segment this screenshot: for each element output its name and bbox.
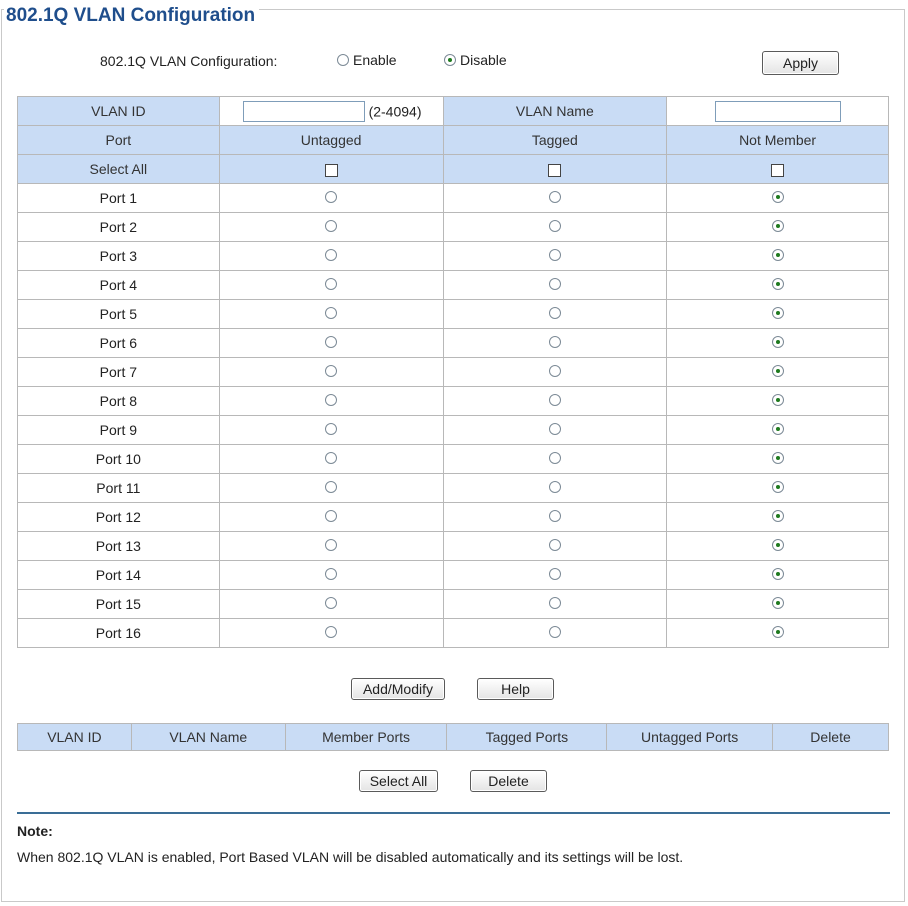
col-not-member: Not Member bbox=[667, 126, 889, 155]
port-row bbox=[18, 329, 889, 358]
port-untagged-cell bbox=[219, 416, 443, 445]
port-row bbox=[18, 358, 889, 387]
port-not-member-cell bbox=[667, 561, 889, 590]
note-text: When 802.1Q VLAN is enabled, Port Based VLAN will be disabled automatically and its settings will be lost. bbox=[17, 849, 684, 865]
disable-radio[interactable] bbox=[444, 54, 456, 66]
port-not-member-radio[interactable] bbox=[772, 307, 784, 319]
port-name: Port 13 bbox=[18, 532, 220, 561]
select-all-not-member-cell bbox=[667, 155, 889, 184]
port-not-member-cell bbox=[667, 300, 889, 329]
port-not-member-cell bbox=[667, 358, 889, 387]
vlan-id-range: (2-4094) bbox=[368, 103, 422, 119]
port-tagged-radio[interactable] bbox=[549, 365, 561, 377]
port-tagged-cell bbox=[443, 445, 667, 474]
port-untagged-cell bbox=[219, 184, 443, 213]
vlan-config-label: 802.1Q VLAN Configuration: bbox=[100, 53, 278, 69]
port-tagged-radio[interactable] bbox=[549, 220, 561, 232]
port-untagged-radio[interactable] bbox=[325, 481, 337, 493]
vlan-name-label: VLAN Name bbox=[443, 97, 667, 126]
port-untagged-radio[interactable] bbox=[325, 510, 337, 522]
port-not-member-radio[interactable] bbox=[772, 568, 784, 580]
port-row bbox=[18, 590, 889, 619]
note-title: Note: bbox=[17, 823, 53, 839]
port-row bbox=[18, 300, 889, 329]
port-tagged-radio[interactable] bbox=[549, 452, 561, 464]
port-row bbox=[18, 503, 889, 532]
select-all-tagged-cell bbox=[443, 155, 667, 184]
port-tagged-radio[interactable] bbox=[549, 278, 561, 290]
port-not-member-cell bbox=[667, 503, 889, 532]
port-not-member-radio[interactable] bbox=[772, 481, 784, 493]
port-untagged-radio[interactable] bbox=[325, 568, 337, 580]
port-name: Port 16 bbox=[18, 619, 220, 648]
port-tagged-cell bbox=[443, 213, 667, 242]
port-name: Port 7 bbox=[18, 358, 220, 387]
disable-option[interactable] bbox=[444, 52, 507, 68]
port-not-member-radio[interactable] bbox=[772, 220, 784, 232]
port-not-member-cell bbox=[667, 416, 889, 445]
port-tagged-cell bbox=[443, 590, 667, 619]
port-untagged-radio[interactable] bbox=[325, 597, 337, 609]
port-row bbox=[18, 213, 889, 242]
port-untagged-radio[interactable] bbox=[325, 423, 337, 435]
port-untagged-cell bbox=[219, 474, 443, 503]
list-col-untagged-ports: Untagged Ports bbox=[607, 724, 773, 751]
port-name: Port 10 bbox=[18, 445, 220, 474]
port-row bbox=[18, 561, 889, 590]
vlan-config-row bbox=[0, 48, 908, 72]
vlan-name-input[interactable] bbox=[715, 101, 841, 122]
port-untagged-radio[interactable] bbox=[325, 452, 337, 464]
port-tagged-cell bbox=[443, 387, 667, 416]
port-not-member-radio[interactable] bbox=[772, 423, 784, 435]
col-port: Port bbox=[18, 126, 220, 155]
port-name: Port 11 bbox=[18, 474, 220, 503]
port-untagged-cell bbox=[219, 271, 443, 300]
port-untagged-radio[interactable] bbox=[325, 336, 337, 348]
port-not-member-radio[interactable] bbox=[772, 191, 784, 203]
enable-label: Enable bbox=[353, 52, 397, 68]
port-tagged-cell bbox=[443, 329, 667, 358]
enable-radio[interactable] bbox=[337, 54, 349, 66]
port-untagged-cell bbox=[219, 329, 443, 358]
port-name: Port 4 bbox=[18, 271, 220, 300]
port-not-member-cell bbox=[667, 590, 889, 619]
port-tagged-radio[interactable] bbox=[549, 481, 561, 493]
port-tagged-cell bbox=[443, 358, 667, 387]
port-row bbox=[18, 532, 889, 561]
vlan-id-cell bbox=[219, 97, 443, 126]
port-tagged-radio[interactable] bbox=[549, 336, 561, 348]
select-all-untagged-checkbox[interactable] bbox=[325, 164, 338, 177]
port-tagged-cell bbox=[443, 300, 667, 329]
port-untagged-cell bbox=[219, 242, 443, 271]
port-not-member-radio[interactable] bbox=[772, 539, 784, 551]
port-row bbox=[18, 242, 889, 271]
port-not-member-cell bbox=[667, 445, 889, 474]
vlan-id-label: VLAN ID bbox=[18, 97, 220, 126]
port-tagged-radio[interactable] bbox=[549, 307, 561, 319]
port-name: Port 8 bbox=[18, 387, 220, 416]
column-header-row bbox=[18, 126, 889, 155]
port-name: Port 12 bbox=[18, 503, 220, 532]
port-row bbox=[18, 474, 889, 503]
port-not-member-radio[interactable] bbox=[772, 394, 784, 406]
port-not-member-cell bbox=[667, 532, 889, 561]
list-col-tagged-ports: Tagged Ports bbox=[447, 724, 607, 751]
port-name: Port 2 bbox=[18, 213, 220, 242]
port-row bbox=[18, 619, 889, 648]
port-not-member-radio[interactable] bbox=[772, 278, 784, 290]
port-untagged-cell bbox=[219, 619, 443, 648]
port-tagged-cell bbox=[443, 474, 667, 503]
list-col-vlan-id: VLAN ID bbox=[18, 724, 132, 751]
port-not-member-radio[interactable] bbox=[772, 626, 784, 638]
port-tagged-cell bbox=[443, 561, 667, 590]
port-tagged-radio[interactable] bbox=[549, 510, 561, 522]
port-untagged-radio[interactable] bbox=[325, 394, 337, 406]
port-untagged-cell bbox=[219, 532, 443, 561]
port-config-table bbox=[17, 96, 889, 648]
port-tagged-radio[interactable] bbox=[549, 423, 561, 435]
port-untagged-radio[interactable] bbox=[325, 249, 337, 261]
port-tagged-radio[interactable] bbox=[549, 394, 561, 406]
select-all-row bbox=[18, 155, 889, 184]
port-not-member-cell bbox=[667, 474, 889, 503]
port-untagged-cell bbox=[219, 590, 443, 619]
port-untagged-cell bbox=[219, 503, 443, 532]
port-not-member-radio[interactable] bbox=[772, 452, 784, 464]
port-name: Port 5 bbox=[18, 300, 220, 329]
select-all-tagged-checkbox[interactable] bbox=[548, 164, 561, 177]
vlan-id-input[interactable] bbox=[243, 101, 365, 122]
port-untagged-radio[interactable] bbox=[325, 626, 337, 638]
select-all-untagged-cell bbox=[219, 155, 443, 184]
port-not-member-cell bbox=[667, 619, 889, 648]
port-untagged-radio[interactable] bbox=[325, 365, 337, 377]
port-not-member-cell bbox=[667, 387, 889, 416]
port-row bbox=[18, 445, 889, 474]
port-not-member-cell bbox=[667, 184, 889, 213]
port-tagged-cell bbox=[443, 271, 667, 300]
port-tagged-radio[interactable] bbox=[549, 191, 561, 203]
delete-button[interactable]: Delete bbox=[470, 770, 547, 792]
port-tagged-radio[interactable] bbox=[549, 597, 561, 609]
select-all-not-member-checkbox[interactable] bbox=[771, 164, 784, 177]
port-name: Port 1 bbox=[18, 184, 220, 213]
help-button[interactable]: Help bbox=[477, 678, 554, 700]
port-untagged-radio[interactable] bbox=[325, 278, 337, 290]
port-not-member-radio[interactable] bbox=[772, 365, 784, 377]
vlan-id-row bbox=[18, 97, 889, 126]
vlan-name-cell bbox=[667, 97, 889, 126]
enable-option[interactable] bbox=[337, 52, 397, 68]
port-untagged-radio[interactable] bbox=[325, 307, 337, 319]
port-name: Port 15 bbox=[18, 590, 220, 619]
col-tagged: Tagged bbox=[443, 126, 667, 155]
port-untagged-cell bbox=[219, 387, 443, 416]
col-untagged: Untagged bbox=[219, 126, 443, 155]
port-tagged-cell bbox=[443, 503, 667, 532]
list-col-member-ports: Member Ports bbox=[285, 724, 447, 751]
port-not-member-cell bbox=[667, 329, 889, 358]
note-divider bbox=[17, 812, 890, 814]
port-name: Port 6 bbox=[18, 329, 220, 358]
port-untagged-radio[interactable] bbox=[325, 191, 337, 203]
select-all-button[interactable]: Select All bbox=[359, 770, 438, 792]
port-tagged-cell bbox=[443, 184, 667, 213]
list-col-vlan-name: VLAN Name bbox=[131, 724, 285, 751]
port-tagged-radio[interactable] bbox=[549, 626, 561, 638]
port-tagged-cell bbox=[443, 242, 667, 271]
port-name: Port 9 bbox=[18, 416, 220, 445]
port-not-member-radio[interactable] bbox=[772, 249, 784, 261]
port-not-member-cell bbox=[667, 242, 889, 271]
port-row bbox=[18, 416, 889, 445]
port-untagged-cell bbox=[219, 561, 443, 590]
port-row bbox=[18, 184, 889, 213]
port-untagged-radio[interactable] bbox=[325, 539, 337, 551]
vlan-list-table bbox=[17, 723, 889, 751]
port-untagged-cell bbox=[219, 358, 443, 387]
port-not-member-radio[interactable] bbox=[772, 336, 784, 348]
select-all-label: Select All bbox=[18, 155, 220, 184]
port-untagged-cell bbox=[219, 213, 443, 242]
port-tagged-radio[interactable] bbox=[549, 249, 561, 261]
panel-title: 802.1Q VLAN Configuration bbox=[4, 6, 259, 26]
list-col-delete: Delete bbox=[773, 724, 889, 751]
port-tagged-radio[interactable] bbox=[549, 539, 561, 551]
port-tagged-cell bbox=[443, 416, 667, 445]
port-name: Port 14 bbox=[18, 561, 220, 590]
port-not-member-cell bbox=[667, 213, 889, 242]
port-name: Port 3 bbox=[18, 242, 220, 271]
port-untagged-radio[interactable] bbox=[325, 220, 337, 232]
port-not-member-cell bbox=[667, 271, 889, 300]
apply-button[interactable]: Apply bbox=[762, 51, 839, 75]
add-modify-button[interactable]: Add/Modify bbox=[351, 678, 445, 700]
port-row bbox=[18, 271, 889, 300]
port-untagged-cell bbox=[219, 445, 443, 474]
port-tagged-radio[interactable] bbox=[549, 568, 561, 580]
port-not-member-radio[interactable] bbox=[772, 597, 784, 609]
port-row bbox=[18, 387, 889, 416]
port-tagged-cell bbox=[443, 532, 667, 561]
port-untagged-cell bbox=[219, 300, 443, 329]
port-not-member-radio[interactable] bbox=[772, 510, 784, 522]
disable-label: Disable bbox=[460, 52, 507, 68]
port-tagged-cell bbox=[443, 619, 667, 648]
vlan-list-header bbox=[18, 724, 889, 751]
